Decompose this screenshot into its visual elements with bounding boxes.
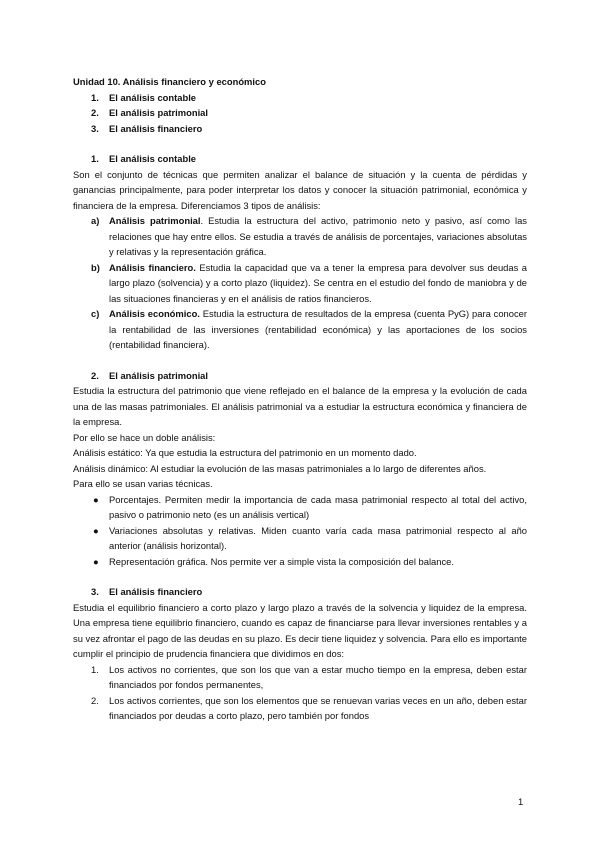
- section-3-heading: [73, 584, 527, 600]
- list-term: Análisis patrimonial: [109, 215, 201, 226]
- toc-item: [73, 105, 527, 121]
- paragraph: Estudia el equilibrio financiero a corto plazo y largo plazo a través de la solvencia y liquidez de la empresa. Una empresa tiene equilibrio financiero, cuando es capaz de financiarse para llevar inversiones rentables y a su vez afrontar el pago de las deudas en su plazo. Es decir tiene liquidez y solvencia. Para ello es importante cumplir el principio de prudencia financiera que dividimos en dos:: [73, 601, 527, 659]
- toc-item: [73, 90, 527, 106]
- section-1-intro: Son el conjunto de técnicas que permiten analizar el balance de situación y la cuenta de pérdidas y ganancias principalmente, para poder interpretar los datos y conocer la situación patrimonial, económica y financiera de la empresa. Diferenciamos 3 tipos de análisis:: [73, 168, 527, 211]
- paragraph: Estudia la estructura del patrimonio que viene reflejado en el balance de la empresa y la evolución de cada una de las masas patrimoniales. El análisis patrimonial va a estudiar la estructura económica y financiera de la empresa.: [73, 385, 527, 427]
- section-number: 1.: [91, 153, 99, 164]
- techniques-list: [73, 492, 527, 570]
- section-number: 3.: [91, 586, 99, 597]
- bullet-icon: ●: [93, 524, 99, 536]
- list-label: c): [91, 308, 100, 319]
- toc-label: El análisis patrimonial: [109, 107, 208, 118]
- table-of-contents: [73, 90, 527, 137]
- list-number: 1.: [91, 663, 99, 675]
- toc-number: 1.: [91, 91, 99, 103]
- list-text: Los activos corrientes, que son los elementos que se renuevan varias veces en un año, deben estar financiados por deudas a corto plazo, pero también por fondos: [109, 694, 527, 721]
- document-content: [73, 74, 527, 724]
- list-item: [73, 662, 527, 693]
- toc-number: 2.: [91, 107, 99, 118]
- section-number: 2.: [91, 369, 99, 381]
- paragraph: Análisis dinámico: Al estudiar la evolución de las masas patrimoniales a lo largo de diferentes años.: [73, 462, 487, 474]
- list-text: Estudia la capacidad que va a tener la empresa para devolver sus deudas a largo plazo (solvencia) y a corto plazo (liquidez). Se centra en el estudio del fondo de maniobra y de las situaciones financieras y en el análisis de ratios financieros.: [109, 261, 527, 304]
- list-number: 2.: [91, 694, 99, 706]
- prudence-principle-list: [73, 662, 527, 724]
- section-title: El análisis financiero: [109, 586, 203, 597]
- list-term: Análisis económico.: [109, 308, 200, 319]
- list-item: [73, 306, 527, 353]
- list-term: Análisis financiero.: [109, 261, 196, 273]
- section-2-heading: [73, 368, 527, 384]
- list-text: Estudia la estructura de resultados de la empresa (cuenta PyG) para conocer la rentabilidad de las inversiones (rentabilidad económica) y las aportaciones de los socios (rentabilidad financiera).: [109, 308, 527, 350]
- toc-label: El análisis financiero: [109, 122, 203, 134]
- list-item: [73, 260, 527, 307]
- list-label: a): [91, 215, 100, 226]
- document-title: Unidad 10. Análisis financiero y económico: [73, 76, 266, 87]
- paragraph: Para ello se usan varias técnicas.: [73, 478, 213, 489]
- list-item: [73, 693, 527, 724]
- list-item: [73, 554, 527, 570]
- bullet-icon: ●: [93, 493, 99, 505]
- section-1-heading: [73, 151, 527, 167]
- toc-number: 3.: [91, 122, 99, 134]
- section-title: El análisis patrimonial: [109, 369, 208, 381]
- list-item: [73, 492, 527, 523]
- list-text: Porcentajes. Permiten medir la importancia de cada masa patrimonial respecto al total del activo, pasivo o patrimonio neto (es un análisis vertical): [109, 493, 527, 520]
- section-title: El análisis contable: [109, 153, 197, 164]
- list-item: [73, 213, 527, 260]
- toc-label: El análisis contable: [109, 91, 197, 103]
- list-item: [73, 523, 527, 554]
- list-label: b): [91, 261, 100, 273]
- analysis-types-list: [73, 213, 527, 353]
- list-text: Variaciones absolutas y relativas. Miden cuanto varía cada masa patrimonial respecto al año anterior (análisis horizontal).: [109, 524, 527, 551]
- list-text: Los activos no corrientes, que son los que van a estar mucho tiempo en la empresa, deben estar financiados por fondos permanentes,: [109, 663, 527, 690]
- paragraph: Análisis estático: Ya que estudia la estructura del patrimonio en un momento dado.: [73, 447, 417, 458]
- list-text: . Estudia la estructura del activo, patrimonio neto y pasivo, así como las relaciones que hay entre ellos. Se estudia a través de análisis de porcentajes, variaciones absolutas y relativas y la representación gráfica.: [109, 215, 527, 257]
- list-text: Representación gráfica. Nos permite ver a simple vista la composición del balance.: [109, 555, 454, 567]
- paragraph: Por ello se hace un doble análisis:: [73, 431, 216, 443]
- bullet-icon: ●: [93, 555, 99, 567]
- page-number: 1: [518, 796, 524, 807]
- toc-item: [73, 121, 527, 137]
